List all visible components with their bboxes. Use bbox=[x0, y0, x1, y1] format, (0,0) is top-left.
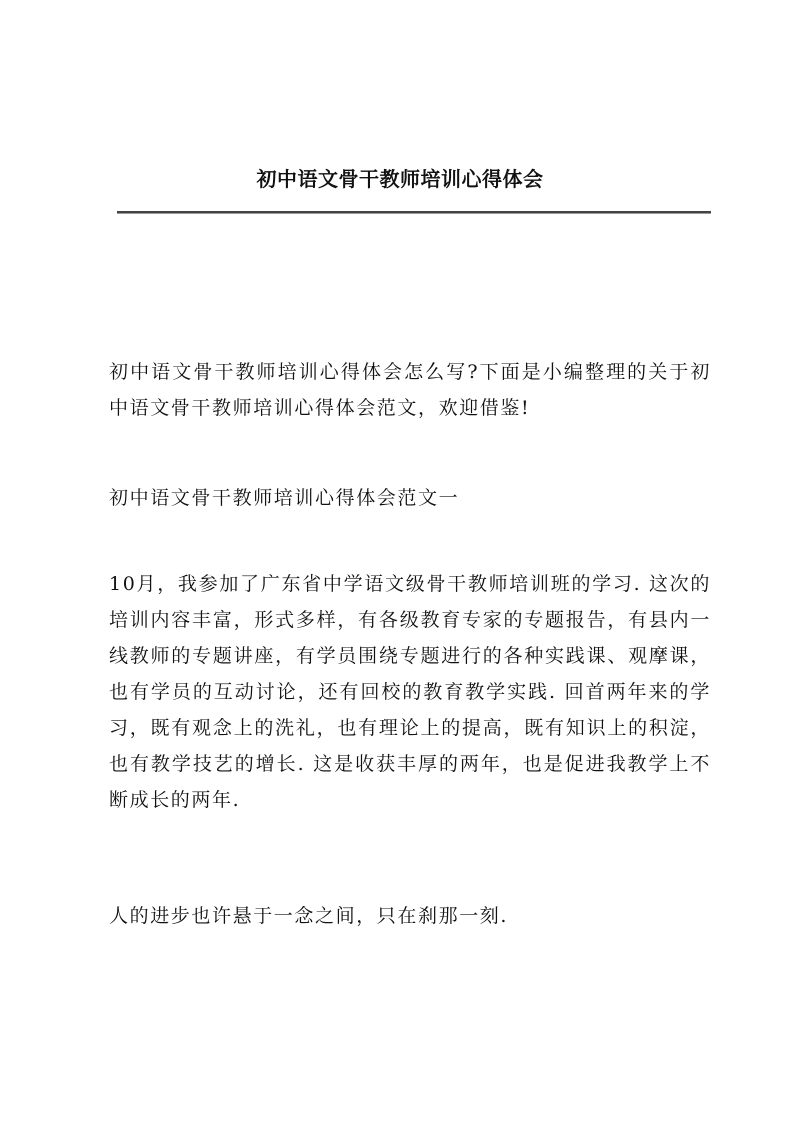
body-paragraph: 人的进步也许悬于一念之间，只在刹那一刻. bbox=[109, 905, 509, 927]
section-heading: 初中语文骨干教师培训心得体会范文一 bbox=[109, 487, 460, 509]
body-paragraph: 10月，我参加了广东省中学语文级骨干教师培训班的学习. 这次的培训内容丰富，形式多样，有各级教育专家的专题报告，有县内一线教师的专题讲座，有学员围绕专题进行的各种实践课、观摩课，也有学员的互动讨论，还有回校的教育教学实践. 回首两年来的学习，既有观念上的洗礼，也有理论上的提高，既有知识上的积淀，也有教学技艺的增长. 这是收获丰厚的两年，也是促进我教学上不断成长的两年. bbox=[109, 573, 711, 811]
title-divider bbox=[117, 211, 711, 214]
document-title: 初中语文骨干教师培训心得体会 bbox=[256, 167, 544, 191]
intro-paragraph: 初中语文骨干教师培训心得体会怎么写?下面是小编整理的关于初中语文骨干教师培训心得体会范文，欢迎借鉴! bbox=[109, 361, 711, 419]
